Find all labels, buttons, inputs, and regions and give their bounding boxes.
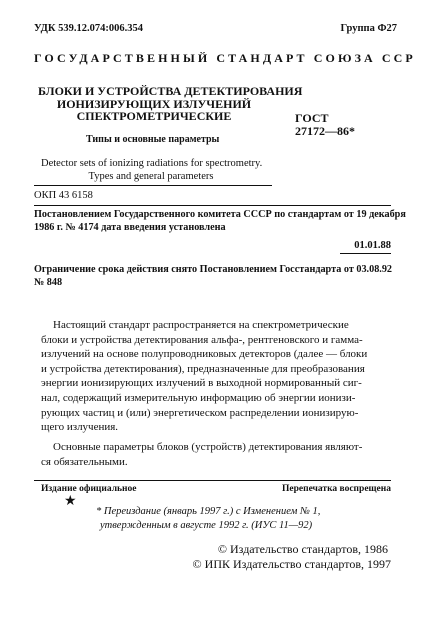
copyright-line: © ИПК Издательство стандартов, 1997	[192, 557, 391, 571]
divider	[34, 185, 272, 186]
copyright-line: © Издательство стандартов, 1986	[217, 542, 388, 556]
official-edition: Издание официальное	[41, 484, 137, 494]
udk-code: УДК 539.12.074:006.354	[34, 23, 143, 34]
english-title-line: Detector sets of ionizing radiations for spectrometry.	[41, 158, 263, 169]
english-title-line: Types and general parameters	[88, 170, 214, 182]
divider	[34, 205, 391, 206]
decree-line: 1986 г. № 4174 дата введения установлена	[34, 221, 226, 233]
title-line: ИОНИЗИРУЮЩИХ ИЗЛУЧЕНИЙ	[56, 96, 252, 111]
body-line: рующих частиц и (или) энергетическом распределении ионизирую-	[41, 406, 359, 419]
decree-line: Постановлением Государственного комитета СССР по стандартам от 19 декабря	[34, 209, 406, 220]
copyright-block	[193, 542, 391, 572]
body-line: ся обязательными.	[41, 455, 128, 468]
decree-text	[34, 209, 406, 234]
standard-banner: ГОСУДАРСТВЕННЫЙ СТАНДАРТ СОЮЗА ССР	[34, 51, 416, 65]
english-title	[41, 158, 262, 183]
reissue-note-line: * Переиздание (январь 1997 г.) с Изменением № 1,	[96, 506, 321, 517]
body-line: блоки и устройства детектирования альфа-, рентгеновского и гамма-	[41, 333, 363, 346]
title-line: БЛОКИ И УСТРОЙСТВА ДЕТЕКТИРОВАНИЯ	[38, 84, 303, 98]
body-line: излучений на основе полупроводниковых детекторов (далее — блоки	[41, 348, 368, 361]
body-paragraph	[41, 440, 391, 469]
gost-number: 27172—86*	[295, 123, 355, 138]
gost-designation	[295, 112, 355, 137]
body-paragraph	[41, 318, 391, 435]
body-line: Основные параметры блоков (устройств) детектирования являют-	[53, 441, 363, 453]
divider	[340, 253, 391, 254]
title-block	[38, 84, 303, 123]
divider	[34, 480, 391, 481]
star-icon: ★	[64, 494, 77, 509]
limitation-line: № 848	[34, 276, 63, 288]
reissue-note-line: утвержденным в августе 1992 г. (ИУС 11—92)	[100, 520, 313, 531]
group-code: Группа Ф27	[340, 23, 397, 34]
body-line: энергии ионизирующих излучений в выходной нормированный сиг-	[41, 377, 362, 390]
body-line: и устройства детектирования), предназначенные для преобразования	[41, 362, 365, 375]
title-subtitle: Типы и основные параметры	[86, 134, 220, 145]
body-line: Настоящий стандарт распространяется на спектрометрические	[53, 319, 349, 331]
limitation-text	[34, 264, 392, 289]
body-line: нал, содержащий измерительную информацию об энергии ионизи-	[41, 391, 356, 404]
decree-date: 01.01.88	[354, 240, 391, 251]
gost-label: ГОСТ	[295, 111, 329, 125]
reprint-notice: Перепечатка воспрещена	[281, 484, 391, 494]
title-line: СПЕКТРОМЕТРИЧЕСКИЕ	[76, 109, 232, 123]
reissue-note	[96, 505, 320, 533]
okp-code: ОКП 43 6158	[34, 190, 93, 201]
limitation-line: Ограничение срока действия снято Постановлением Госстандарта от 03.08.92	[34, 264, 393, 275]
body-line: щего излучения.	[41, 421, 119, 434]
